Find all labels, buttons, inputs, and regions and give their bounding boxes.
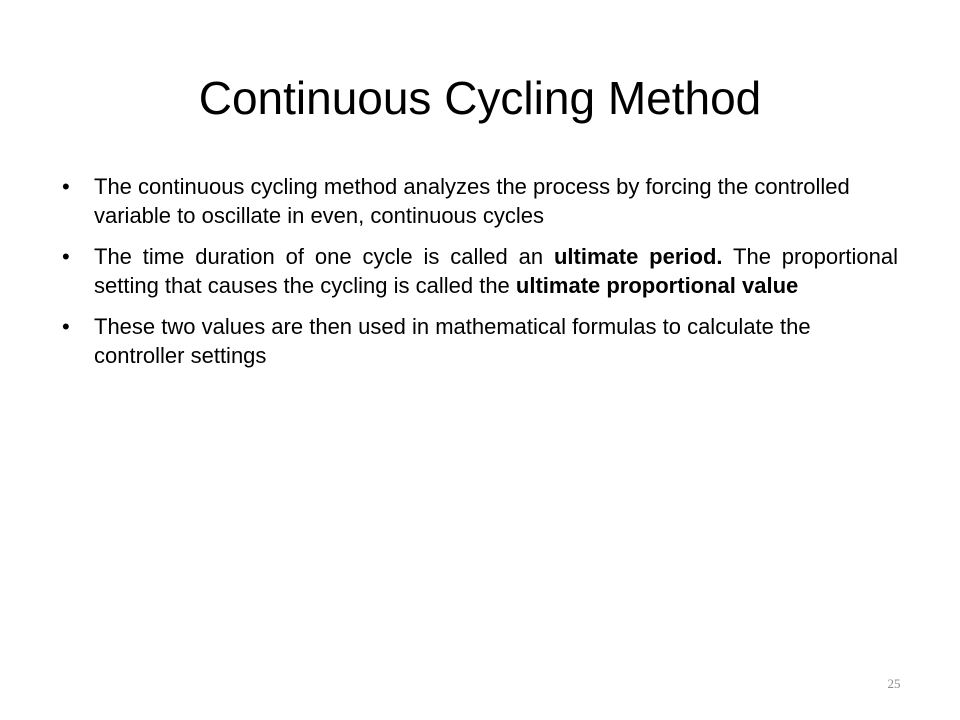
bullet-marker: • <box>62 174 70 199</box>
bullet-marker: • <box>62 244 70 269</box>
bullet-list <box>62 172 898 382</box>
bold-term-ultimate-proportional-value: ultimate proportional value <box>515 273 799 298</box>
bold-term-ultimate-period: ultimate period. <box>553 244 723 269</box>
bullet-text-segment: The time duration of one cycle is called an <box>94 244 554 269</box>
bullet-text: The continuous cycling method analyzes the process by forcing the controlled variable to oscillate in even, continuous cycles <box>94 174 850 228</box>
page-number: 25 <box>887 676 901 691</box>
bullet-item <box>62 242 898 300</box>
slide-title: Continuous Cycling Method <box>198 72 762 124</box>
bullet-text: These two values are then used in mathematical formulas to calculate the controller settings <box>94 314 811 368</box>
bullet-marker: • <box>62 314 70 339</box>
bullet-item <box>62 312 898 370</box>
bullet-text-segment: The proportional setting that causes the cycling is called the <box>94 244 898 298</box>
bullet-item <box>62 172 898 230</box>
